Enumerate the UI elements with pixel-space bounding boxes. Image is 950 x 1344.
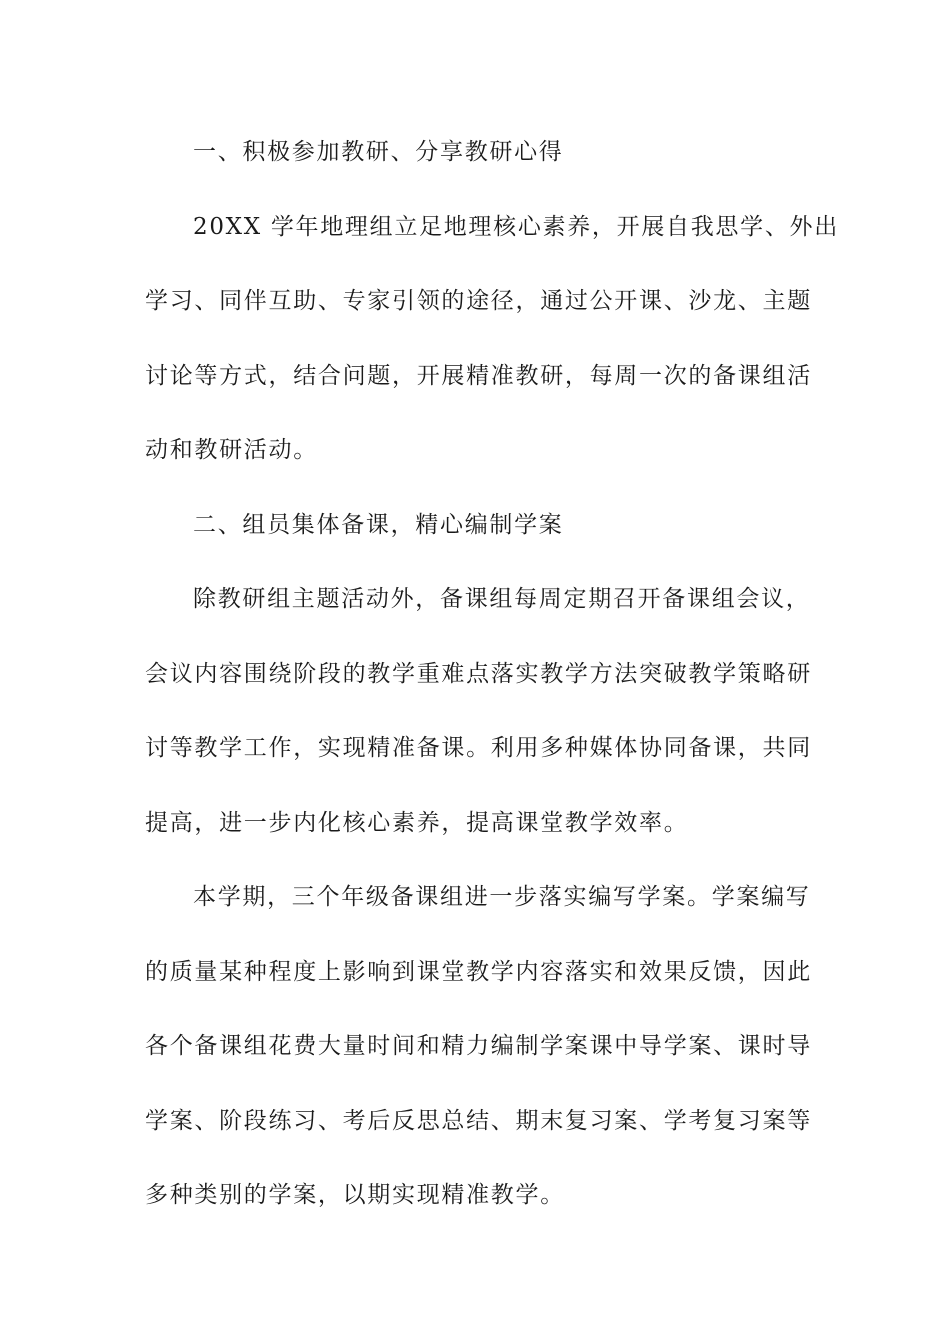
paragraph-line: 讨等教学工作，实现精准备课。利用多种媒体协同备课，共同 xyxy=(145,735,812,761)
paragraph-line: 学案、阶段练习、考后反思总结、期末复习案、学考复习案等 xyxy=(145,1108,812,1134)
section-heading-1: 一、积极参加教研、分享教研心得 xyxy=(193,139,564,165)
section-heading-2: 二、组员集体备课，精心编制学案 xyxy=(193,512,564,538)
paragraph-line: 除教研组主题活动外，备课组每周定期召开备课组会议， xyxy=(193,586,811,612)
paragraph-line: 讨论等方式，结合问题，开展精准教研，每周一次的备课组活 xyxy=(145,363,812,389)
paragraph-line: 学习、同伴互助、专家引领的途径，通过公开课、沙龙、主题 xyxy=(145,288,812,314)
paragraph-line: 会议内容围绕阶段的教学重难点落实教学方法突破教学策略研 xyxy=(145,661,812,687)
paragraph-line: 各个备课组花费大量时间和精力编制学案课中导学案、课时导 xyxy=(145,1033,812,1059)
paragraph-line: 20XX 学年地理组立足地理核心素养，开展自我思学、外出 xyxy=(193,214,839,240)
paragraph-line: 本学期，三个年级备课组进一步落实编写学案。学案编写 xyxy=(193,884,811,910)
paragraph-line: 动和教研活动。 xyxy=(145,437,318,463)
paragraph-line: 的质量某种程度上影响到课堂教学内容落实和效果反馈，因此 xyxy=(145,959,812,985)
paragraph-line: 提高，进一步内化核心素养，提高课堂教学效率。 xyxy=(145,810,689,836)
paragraph-line: 多种类别的学案，以期实现精准教学。 xyxy=(145,1182,565,1208)
